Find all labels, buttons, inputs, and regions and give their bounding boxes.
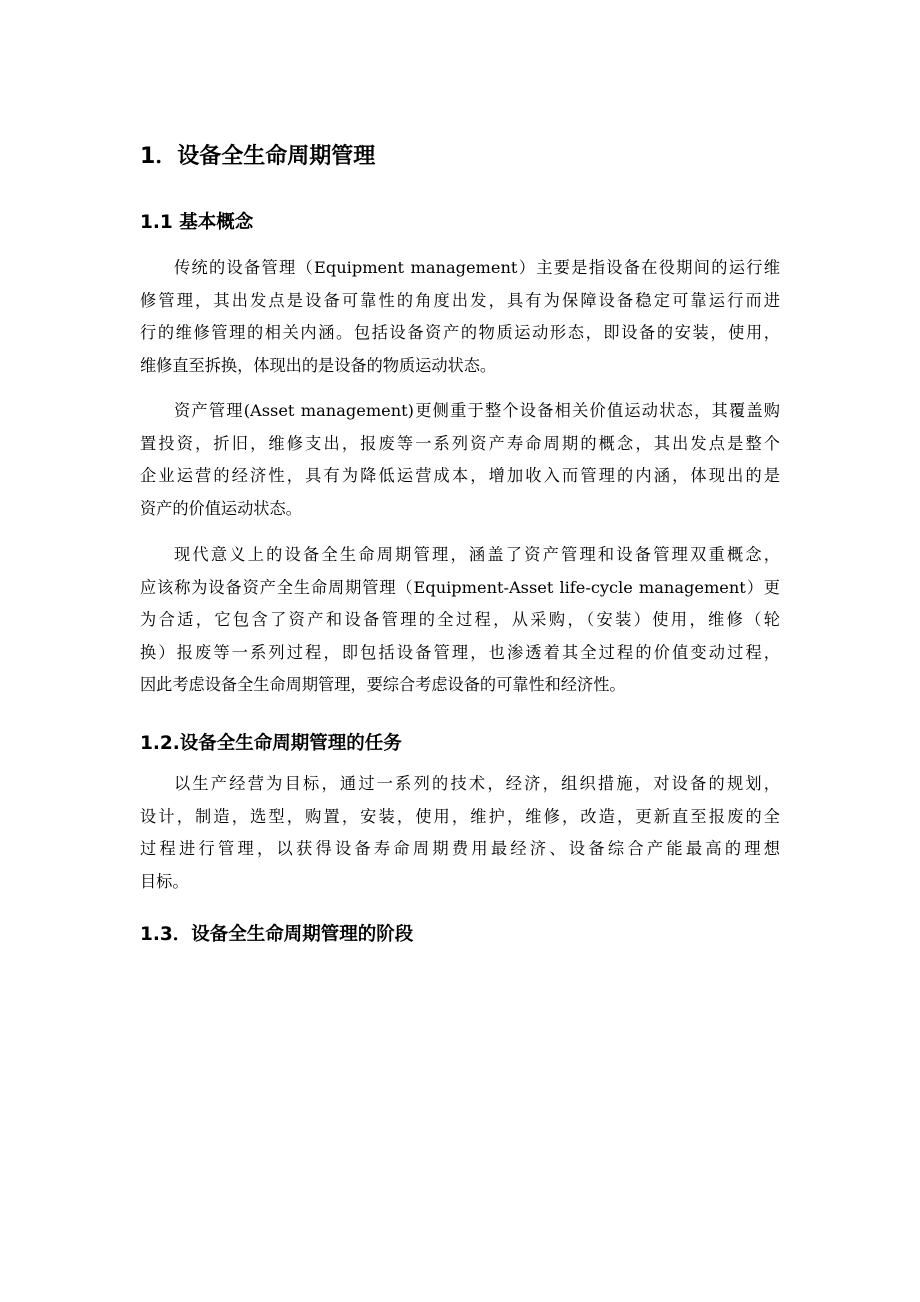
paragraph-line: 现代意义上的设备全生命周期管理，涵盖了资产管理和设备管理双重概念，: [174, 545, 780, 564]
paragraph-line: 置投资，折旧，维修支出，报废等一系列资产寿命周期的概念，其出发点是整个: [140, 433, 780, 453]
section-heading-tasks: 1.2.设备全生命周期管理的任务: [140, 733, 402, 754]
paragraph-line: 为合适，它包含了资产和设备管理的全过程，从采购，（安装）使用，维修（轮: [140, 610, 780, 629]
paragraph-line: 资产的价值运动状态。: [140, 498, 302, 518]
section-heading-stages: 1.3．设备全生命周期管理的阶段: [140, 924, 414, 945]
paragraph-line: 传统的设备管理（Equipment management）主要是指设备在役期间的运行维: [174, 258, 780, 277]
paragraph-line: 行的维修管理的相关内涵。包括设备资产的物质运动形态，即设备的安装，使用，: [140, 323, 780, 342]
paragraph-line: 设计，制造，选型，购置，安装，使用，维护，维修，改造，更新直至报废的全: [140, 806, 780, 826]
paragraph-line: 企业运营的经济性，具有为降低运营成本，增加收入而管理的内涵，体现出的是: [140, 466, 780, 485]
paragraph-line: 资产管理(Asset management)更侧重于整个设备相关价值运动状态，其覆盖购: [174, 401, 780, 420]
paragraph-line: 过程进行管理，以获得设备寿命周期费用最经济、设备综合产能最高的理想: [140, 839, 780, 858]
chapter-heading: 1．设备全生命周期管理: [140, 144, 376, 169]
paragraph-modern-lifecycle: [140, 539, 780, 702]
paragraph-tasks: [140, 768, 780, 898]
paragraph-asset-management: [140, 395, 780, 525]
paragraph-line: 以生产经营为目标，通过一系列的技术，经济，组织措施，对设备的规划，: [174, 774, 780, 793]
paragraph-line: 因此考虑设备全生命周期管理，要综合考虑设备的可靠性和经济性。: [140, 675, 626, 694]
section-heading-basic-concepts: 1.1 基本概念: [140, 212, 254, 233]
paragraph-equipment-management: [140, 252, 780, 382]
paragraph-line: 目标。: [140, 871, 189, 891]
paragraph-line: 应该称为设备资产全生命周期管理（Equipment-Asset life-cycle management）更: [140, 577, 780, 597]
paragraph-line: 维修直至拆换，体现出的是设备的物质运动状态。: [140, 355, 497, 375]
paragraph-line: 修管理，其出发点是设备可靠性的角度出发，具有为保障设备稳定可靠运行而进: [140, 290, 780, 310]
paragraph-line: 换）报废等一系列过程，即包括设备管理，也渗透着其全过程的价值变动过程，: [140, 642, 780, 662]
